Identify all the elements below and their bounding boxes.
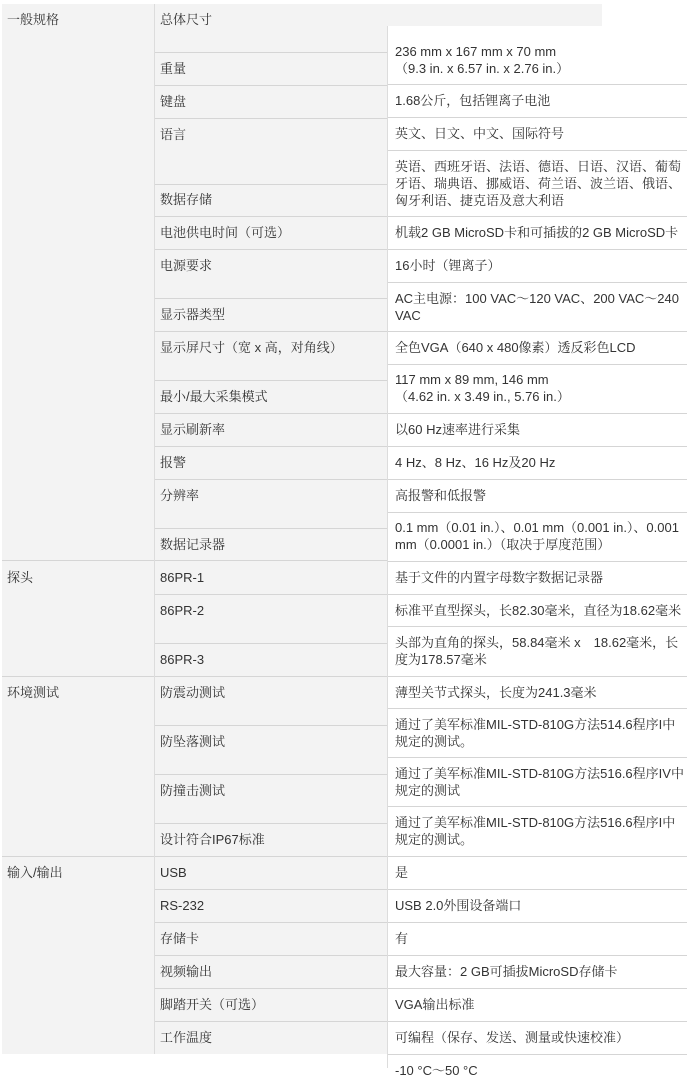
- spec-name: 脚踏开关（可选）: [160, 997, 265, 1012]
- spec-name: 86PR-3: [160, 652, 205, 667]
- row-divider: [155, 823, 387, 824]
- spec-name: 总体尺寸: [160, 12, 213, 27]
- row-divider: [155, 725, 387, 726]
- spec-value: 可编程（保存、发送、测量或快速校准）: [395, 1030, 630, 1045]
- spec-value: 高报警和低报警: [395, 488, 487, 503]
- spec-name: 86PR-1: [160, 570, 205, 585]
- category-label: 输入/输出: [7, 865, 63, 880]
- spec-value: 117 mm x 89 mm, 146 mm （4.62 in. x 3.49 in., 5.76 in.）: [395, 372, 570, 404]
- row-divider: [155, 774, 387, 775]
- row-divider: [155, 118, 387, 119]
- row-divider: [388, 626, 687, 627]
- spec-name: 工作温度: [160, 1030, 213, 1045]
- row-divider: [155, 85, 387, 86]
- spec-name: 显示刷新率: [160, 422, 226, 437]
- row-divider: [388, 676, 687, 677]
- column-divider: [154, 4, 155, 1054]
- spec-name: 显示屏尺寸（宽 x 高，对角线）: [160, 340, 343, 355]
- spec-value: 薄型关节式探头，长度为241.3毫米: [395, 685, 597, 700]
- spec-value: -10 °C～50 °C: [395, 1063, 478, 1078]
- spec-value: 通过了美军标准MIL-STD-810G方法516.6程序I中规定的测试。: [395, 815, 676, 847]
- row-divider: [155, 955, 387, 956]
- row-divider: [388, 413, 687, 414]
- spec-value: USB 2.0外围设备端口: [395, 898, 522, 913]
- row-divider: [155, 889, 387, 890]
- row-divider: [388, 708, 687, 709]
- spec-value: 英语、西班牙语、法语、德语、日语、汉语、葡萄牙语、瑞典语、挪威语、荷兰语、波兰语、俄语、匈牙利语、捷克语及意大利语: [395, 159, 682, 208]
- spec-value: 通过了美军标准MIL-STD-810G方法514.6程序I中规定的测试。: [395, 717, 676, 749]
- row-divider: [388, 988, 687, 989]
- spec-name: 防撞击测试: [160, 783, 226, 798]
- spec-value: 16小时（锂离子）: [395, 258, 501, 273]
- spec-name: 存储卡: [160, 931, 200, 946]
- row-divider: [388, 249, 687, 250]
- row-divider: [155, 52, 387, 53]
- row-divider: [388, 922, 687, 923]
- spec-name: 86PR-2: [160, 603, 205, 618]
- row-divider: [388, 216, 687, 217]
- column-divider: [387, 26, 388, 1068]
- spec-value: 有: [395, 931, 409, 946]
- value-header-strip: [387, 4, 602, 26]
- row-divider: [155, 594, 387, 595]
- row-divider: [155, 216, 387, 217]
- row-divider: [155, 1021, 387, 1022]
- row-divider: [388, 856, 687, 857]
- row-divider: [155, 479, 387, 480]
- row-divider: [388, 1054, 687, 1055]
- spec-value: 通过了美军标准MIL-STD-810G方法516.6程序IV中规定的测试: [395, 766, 684, 798]
- spec-name: 防坠落测试: [160, 734, 226, 749]
- spec-value: 全色VGA（640 x 480像素）透反彩色LCD: [395, 340, 636, 355]
- spec-name: 最小/最大采集模式: [160, 389, 268, 404]
- spec-name: 键盘: [160, 94, 187, 109]
- spec-value: 最大容量：2 GB可插拔MicroSD存储卡: [395, 964, 618, 979]
- row-divider: [155, 249, 387, 250]
- row-divider: [155, 988, 387, 989]
- row-divider: [155, 331, 387, 332]
- row-divider: [388, 512, 687, 513]
- row-divider: [388, 479, 687, 480]
- row-divider: [155, 446, 387, 447]
- row-divider: [155, 528, 387, 529]
- row-divider: [388, 364, 687, 365]
- spec-name: 报警: [160, 455, 187, 470]
- row-divider: [388, 84, 687, 85]
- row-divider: [388, 331, 687, 332]
- category-label: 一般规格: [7, 12, 60, 27]
- spec-name: 显示器类型: [160, 307, 226, 322]
- row-divider: [388, 594, 687, 595]
- spec-value: AC主电源：100 VAC～120 VAC、200 VAC～240 VAC: [395, 291, 679, 323]
- row-divider: [155, 643, 387, 644]
- spec-value: 机载2 GB MicroSD卡和可插拔的2 GB MicroSD卡: [395, 225, 679, 240]
- spec-value: 标准平直型探头，长82.30毫米，直径为18.62毫米: [395, 603, 682, 618]
- section-divider: [2, 676, 154, 677]
- spec-value: 4 Hz、8 Hz、16 Hz及20 Hz: [395, 455, 556, 470]
- row-divider: [388, 117, 687, 118]
- spec-value: 以60 Hz速率进行采集: [395, 422, 520, 437]
- row-divider: [388, 757, 687, 758]
- spec-name: 电池供电时间（可选）: [160, 225, 291, 240]
- spec-value: 0.1 mm（0.01 in.）、0.01 mm（0.001 in.）、0.001 mm（0.0001 in.）（取决于厚度范围）: [395, 520, 679, 552]
- row-divider: [155, 560, 387, 561]
- spec-value: 头部为直角的探头，58.84毫米 x 18.62毫米，长度为178.57毫米: [395, 635, 679, 667]
- spec-name: 防震动测试: [160, 685, 226, 700]
- category-label: 探头: [7, 570, 34, 585]
- spec-value: 英文、日文、中文、国际符号: [395, 126, 565, 141]
- row-divider: [388, 806, 687, 807]
- row-divider: [155, 922, 387, 923]
- spec-name: 设计符合IP67标准: [160, 832, 265, 847]
- row-divider: [388, 889, 687, 890]
- row-divider: [155, 856, 387, 857]
- section-divider: [2, 856, 154, 857]
- spec-name: 重量: [160, 61, 187, 76]
- row-divider: [155, 676, 387, 677]
- row-divider: [388, 150, 687, 151]
- spec-name: 语言: [160, 127, 187, 142]
- spec-name: 数据存储: [160, 192, 213, 207]
- section-divider: [2, 560, 154, 561]
- spec-value: 是: [395, 865, 409, 880]
- row-divider: [155, 184, 387, 185]
- category-label: 环境测试: [7, 685, 60, 700]
- row-divider: [155, 380, 387, 381]
- spec-value: 236 mm x 167 mm x 70 mm （9.3 in. x 6.57 in. x 2.76 in.）: [395, 44, 570, 76]
- row-divider: [155, 298, 387, 299]
- row-divider: [388, 282, 687, 283]
- spec-name: RS-232: [160, 898, 205, 913]
- spec-value: VGA输出标准: [395, 997, 475, 1012]
- spec-name: 视频输出: [160, 964, 213, 979]
- spec-name: 分辨率: [160, 488, 200, 503]
- row-divider: [388, 955, 687, 956]
- spec-value: 基于文件的内置字母数字数据记录器: [395, 570, 604, 585]
- spec-name: USB: [160, 865, 187, 880]
- spec-name: 电源要求: [160, 258, 213, 273]
- row-divider: [388, 561, 687, 562]
- row-divider: [155, 413, 387, 414]
- spec-value: 1.68公斤，包括锂离子电池: [395, 93, 551, 108]
- row-divider: [388, 1021, 687, 1022]
- spec-name: 数据记录器: [160, 537, 226, 552]
- row-divider: [388, 446, 687, 447]
